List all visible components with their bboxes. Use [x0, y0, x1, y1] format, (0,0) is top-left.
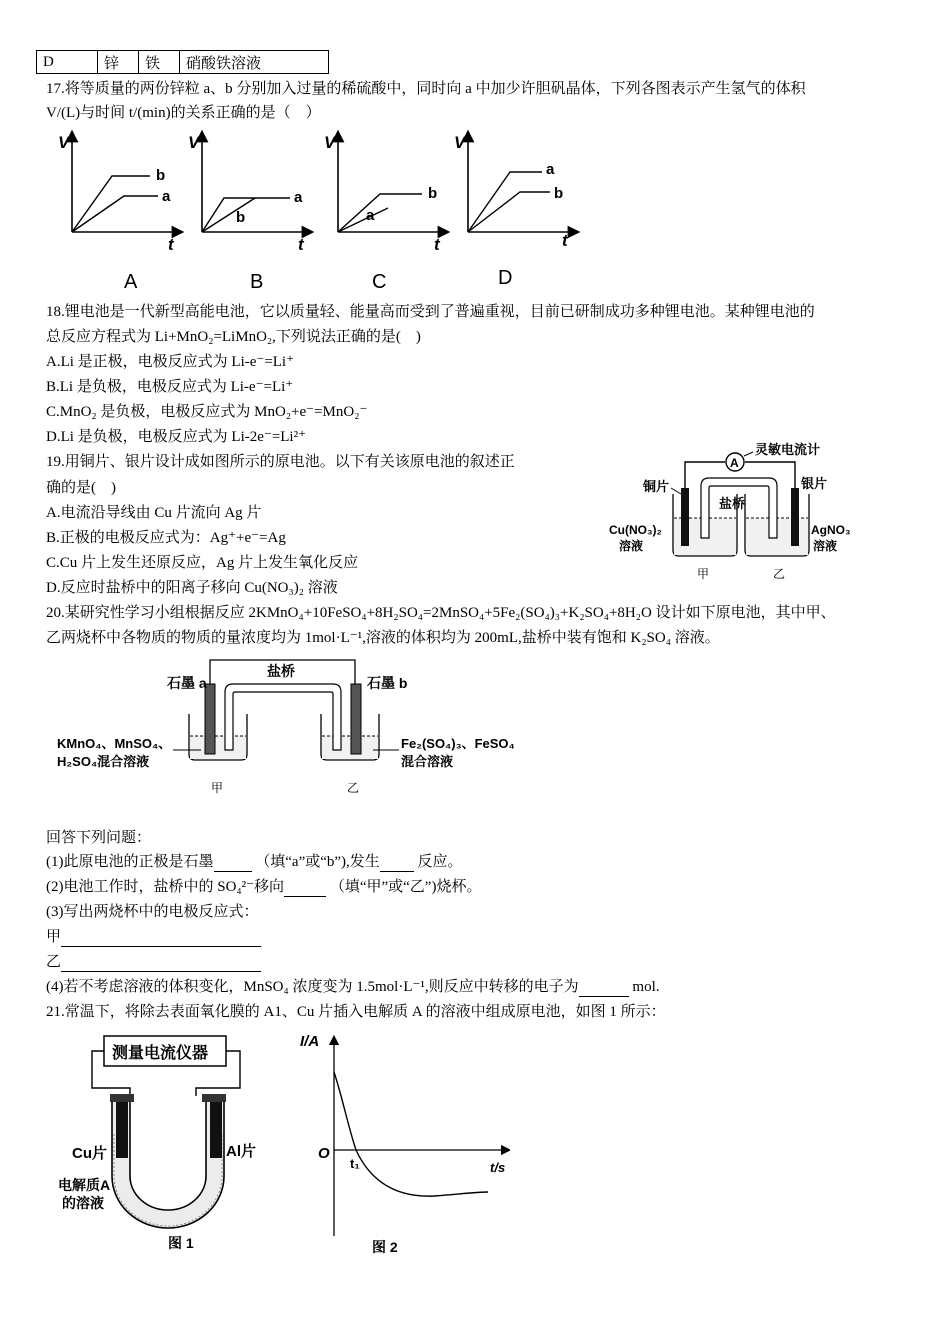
axis-v: V: [454, 133, 466, 152]
curve-a: a: [546, 161, 555, 178]
q21-line1: 21.常温下，将除去表面氧化膜的 A1、Cu 片插入电解质 A 的溶液中组成原电池，如图 1 所示：: [46, 1004, 666, 1020]
axis-v: V: [58, 133, 70, 152]
curve-a: a: [294, 189, 303, 206]
axis-v: V: [324, 133, 336, 152]
option-d-label: D: [498, 267, 513, 289]
q20-part1: (1)此原电池的正极是石墨 （填“a”或“b”),发生 反应。: [46, 854, 463, 870]
left-solution-1: Cu(NO₃)₂: [609, 523, 662, 537]
right-solution-1: AgNO₃: [811, 523, 851, 537]
left-solution-1: KMnO₄、MnSO₄、: [57, 736, 172, 751]
q20-answer-intro: 回答下列问题：: [46, 830, 152, 846]
curve-a: a: [366, 207, 375, 224]
q19-line2: 确的是( ): [46, 480, 116, 496]
q20-part3: (3)写出两烧杯中的电极反应式：: [46, 904, 259, 920]
axis-t: t: [168, 235, 174, 254]
blank-jia-equation[interactable]: [61, 932, 261, 947]
table-cell: D: [37, 51, 98, 74]
graphite-a: [205, 684, 215, 754]
figure-2-caption: 图 2: [372, 1239, 398, 1255]
blank-positive-electrode[interactable]: [214, 857, 252, 872]
cu-label: 铜片: [643, 479, 670, 494]
q21-figure-2: [300, 1033, 506, 1255]
electrode-b-label: 石墨 b: [367, 675, 408, 691]
q18-option-c: C.MnO₂ 是负极，电极反应式为 MnO₂+e⁻=MnO₂⁻: [46, 404, 368, 420]
table-cell: 铁: [139, 51, 180, 74]
q20-part4: (4)若不考虑溶液的体积变化，MnSO₄ 浓度变为 1.5mol·L⁻¹,则反应中转移的电子为 mol.: [46, 979, 660, 995]
q18-option-b: B.Li 是负极，电极反应式为 Li-e⁻=Li⁺: [46, 379, 294, 395]
option-a-label: A: [124, 271, 138, 293]
right-cup-label: 乙: [347, 781, 360, 795]
blank-reaction-type[interactable]: [380, 857, 414, 872]
curve-a: a: [162, 188, 171, 205]
q17-line1: 17.将等质量的两份锌粒 a、b 分别加入过量的稀硫酸中，同时向 a 中加少许胆矾晶体，下列各图表示产生氢气的体积: [46, 81, 806, 97]
right-solution-1: Fe₂(SO₄)₃、FeSO₄: [401, 736, 515, 751]
q20-part3-jia: 甲: [46, 927, 261, 947]
ag-label: 银片: [801, 476, 828, 491]
device-label: 测量电流仪器: [112, 1045, 209, 1062]
q17-graphs: [50, 128, 610, 296]
meter-label: 灵敏电流计: [755, 442, 821, 457]
cu-label: Cu片: [72, 1145, 107, 1162]
q18-option-a: A.Li 是正极，电极反应式为 Li-e⁻=Li⁺: [46, 354, 295, 370]
axis-t: t: [562, 231, 568, 250]
silver-electrode: [791, 488, 799, 546]
left-solution-2: 溶液: [619, 539, 644, 553]
right-solution-2: 溶液: [813, 539, 838, 553]
graph-b: [188, 133, 308, 293]
curve-b: b: [156, 167, 166, 184]
right-solution-2: 混合溶液: [401, 754, 454, 769]
q20-cell-diagram: [55, 652, 555, 802]
electrode-a-label: 石墨 a: [167, 675, 207, 691]
figure-1-caption: 图 1: [168, 1235, 194, 1251]
q19-option-b: B.正极的电极反应式为：Ag⁺+e⁻=Ag: [46, 530, 286, 546]
axis-t: t: [298, 235, 304, 254]
bridge-label: 盐桥: [267, 663, 295, 679]
q21-figure-1: [58, 1036, 256, 1251]
table-cell: 锌: [98, 51, 139, 74]
q20-part2: (2)电池工作时，盐桥中的 SO₄²⁻移向 （填“甲”或“乙”)烧杯。: [46, 879, 482, 895]
q19-option-c: C.Cu 片上发生还原反应，Ag 片上发生氧化反应: [46, 555, 359, 571]
q20-line1: 20.某研究性学习小组根据反应 2KMnO₄+10FeSO₄+8H₂SO₄=2MnSO₄+5Fe₂(SO₄)₃+K₂SO₄+8H₂O 设计如下原电池，其中甲、: [46, 605, 836, 621]
q20-part3-yi: 乙: [46, 952, 261, 972]
axis-v: V: [188, 133, 200, 152]
cu-electrode: [116, 1102, 128, 1158]
option-c-label: C: [372, 271, 387, 293]
table-row: [37, 51, 329, 74]
q19-option-d: D.反应时盐桥中的阳离子移向 Cu(NO₃)₂ 溶液: [46, 580, 338, 596]
graph-c: [324, 133, 444, 293]
u-tube: [112, 1098, 224, 1228]
curve-b: b: [236, 209, 246, 226]
left-solution-2: H₂SO₄混合溶液: [57, 754, 150, 769]
q19-option-a: A.电流沿导线由 Cu 片流向 Ag 片: [46, 505, 262, 521]
galvanometer-symbol: A: [730, 456, 739, 470]
q18-line2: 总反应方程式为 Li+MnO₂=LiMnO₂,下列说法正确的是( ): [46, 329, 421, 345]
origin-label: O: [318, 1145, 330, 1162]
right-cup-label: 乙: [773, 567, 786, 581]
q21-figures: [50, 1026, 510, 1266]
q19-cell-diagram: [605, 438, 865, 588]
al-label: Al片: [226, 1143, 257, 1160]
table-cell: 硝酸铁溶液: [180, 51, 329, 74]
answer-table: [36, 50, 329, 74]
graph-d: [454, 133, 574, 289]
current-curve: [334, 1072, 488, 1196]
copper-electrode: [681, 488, 689, 546]
graphite-b: [351, 684, 361, 754]
bridge-label: 盐桥: [719, 496, 746, 511]
option-b-label: B: [250, 271, 264, 293]
blank-electrons-transferred[interactable]: [579, 982, 629, 997]
q18-line1: 18.锂电池是一代新型高能电池，它以质量轻、能量高而受到了普遍重视，目前已研制成功多种锂电池。某种锂电池的: [46, 304, 815, 320]
curve-b: b: [428, 185, 438, 202]
q17-line2: V/(L)与时间 t/(min)的关系正确的是（ ）: [46, 105, 321, 121]
t1-label: t₁: [350, 1156, 360, 1171]
graph-a: [58, 133, 178, 293]
left-cup-label: 甲: [211, 781, 224, 795]
curve-b: b: [554, 185, 564, 202]
left-cup-label: 甲: [697, 567, 710, 581]
blank-yi-equation[interactable]: [61, 957, 261, 972]
q19-line1: 19.用铜片、银片设计成如图所示的原电池。以下有关该原电池的叙述正: [46, 454, 515, 470]
x-axis-label: t/s: [490, 1160, 506, 1175]
axis-t: t: [434, 235, 440, 254]
q18-option-d: D.Li 是负极，电极反应式为 Li-2e⁻=Li²⁺: [46, 429, 307, 445]
solution-label-2: 的溶液: [62, 1195, 104, 1211]
q20-line2: 乙两烧杯中各物质的物质的量浓度均为 1mol·L⁻¹,溶液的体积均为 200mL,盐桥中装有饱和 K₂SO₄ 溶液。: [46, 630, 720, 646]
al-electrode: [210, 1102, 222, 1158]
solution-label-1: 电解质A: [58, 1177, 111, 1193]
blank-sulfate-direction[interactable]: [284, 882, 326, 897]
y-axis-label: I/A: [300, 1033, 320, 1050]
